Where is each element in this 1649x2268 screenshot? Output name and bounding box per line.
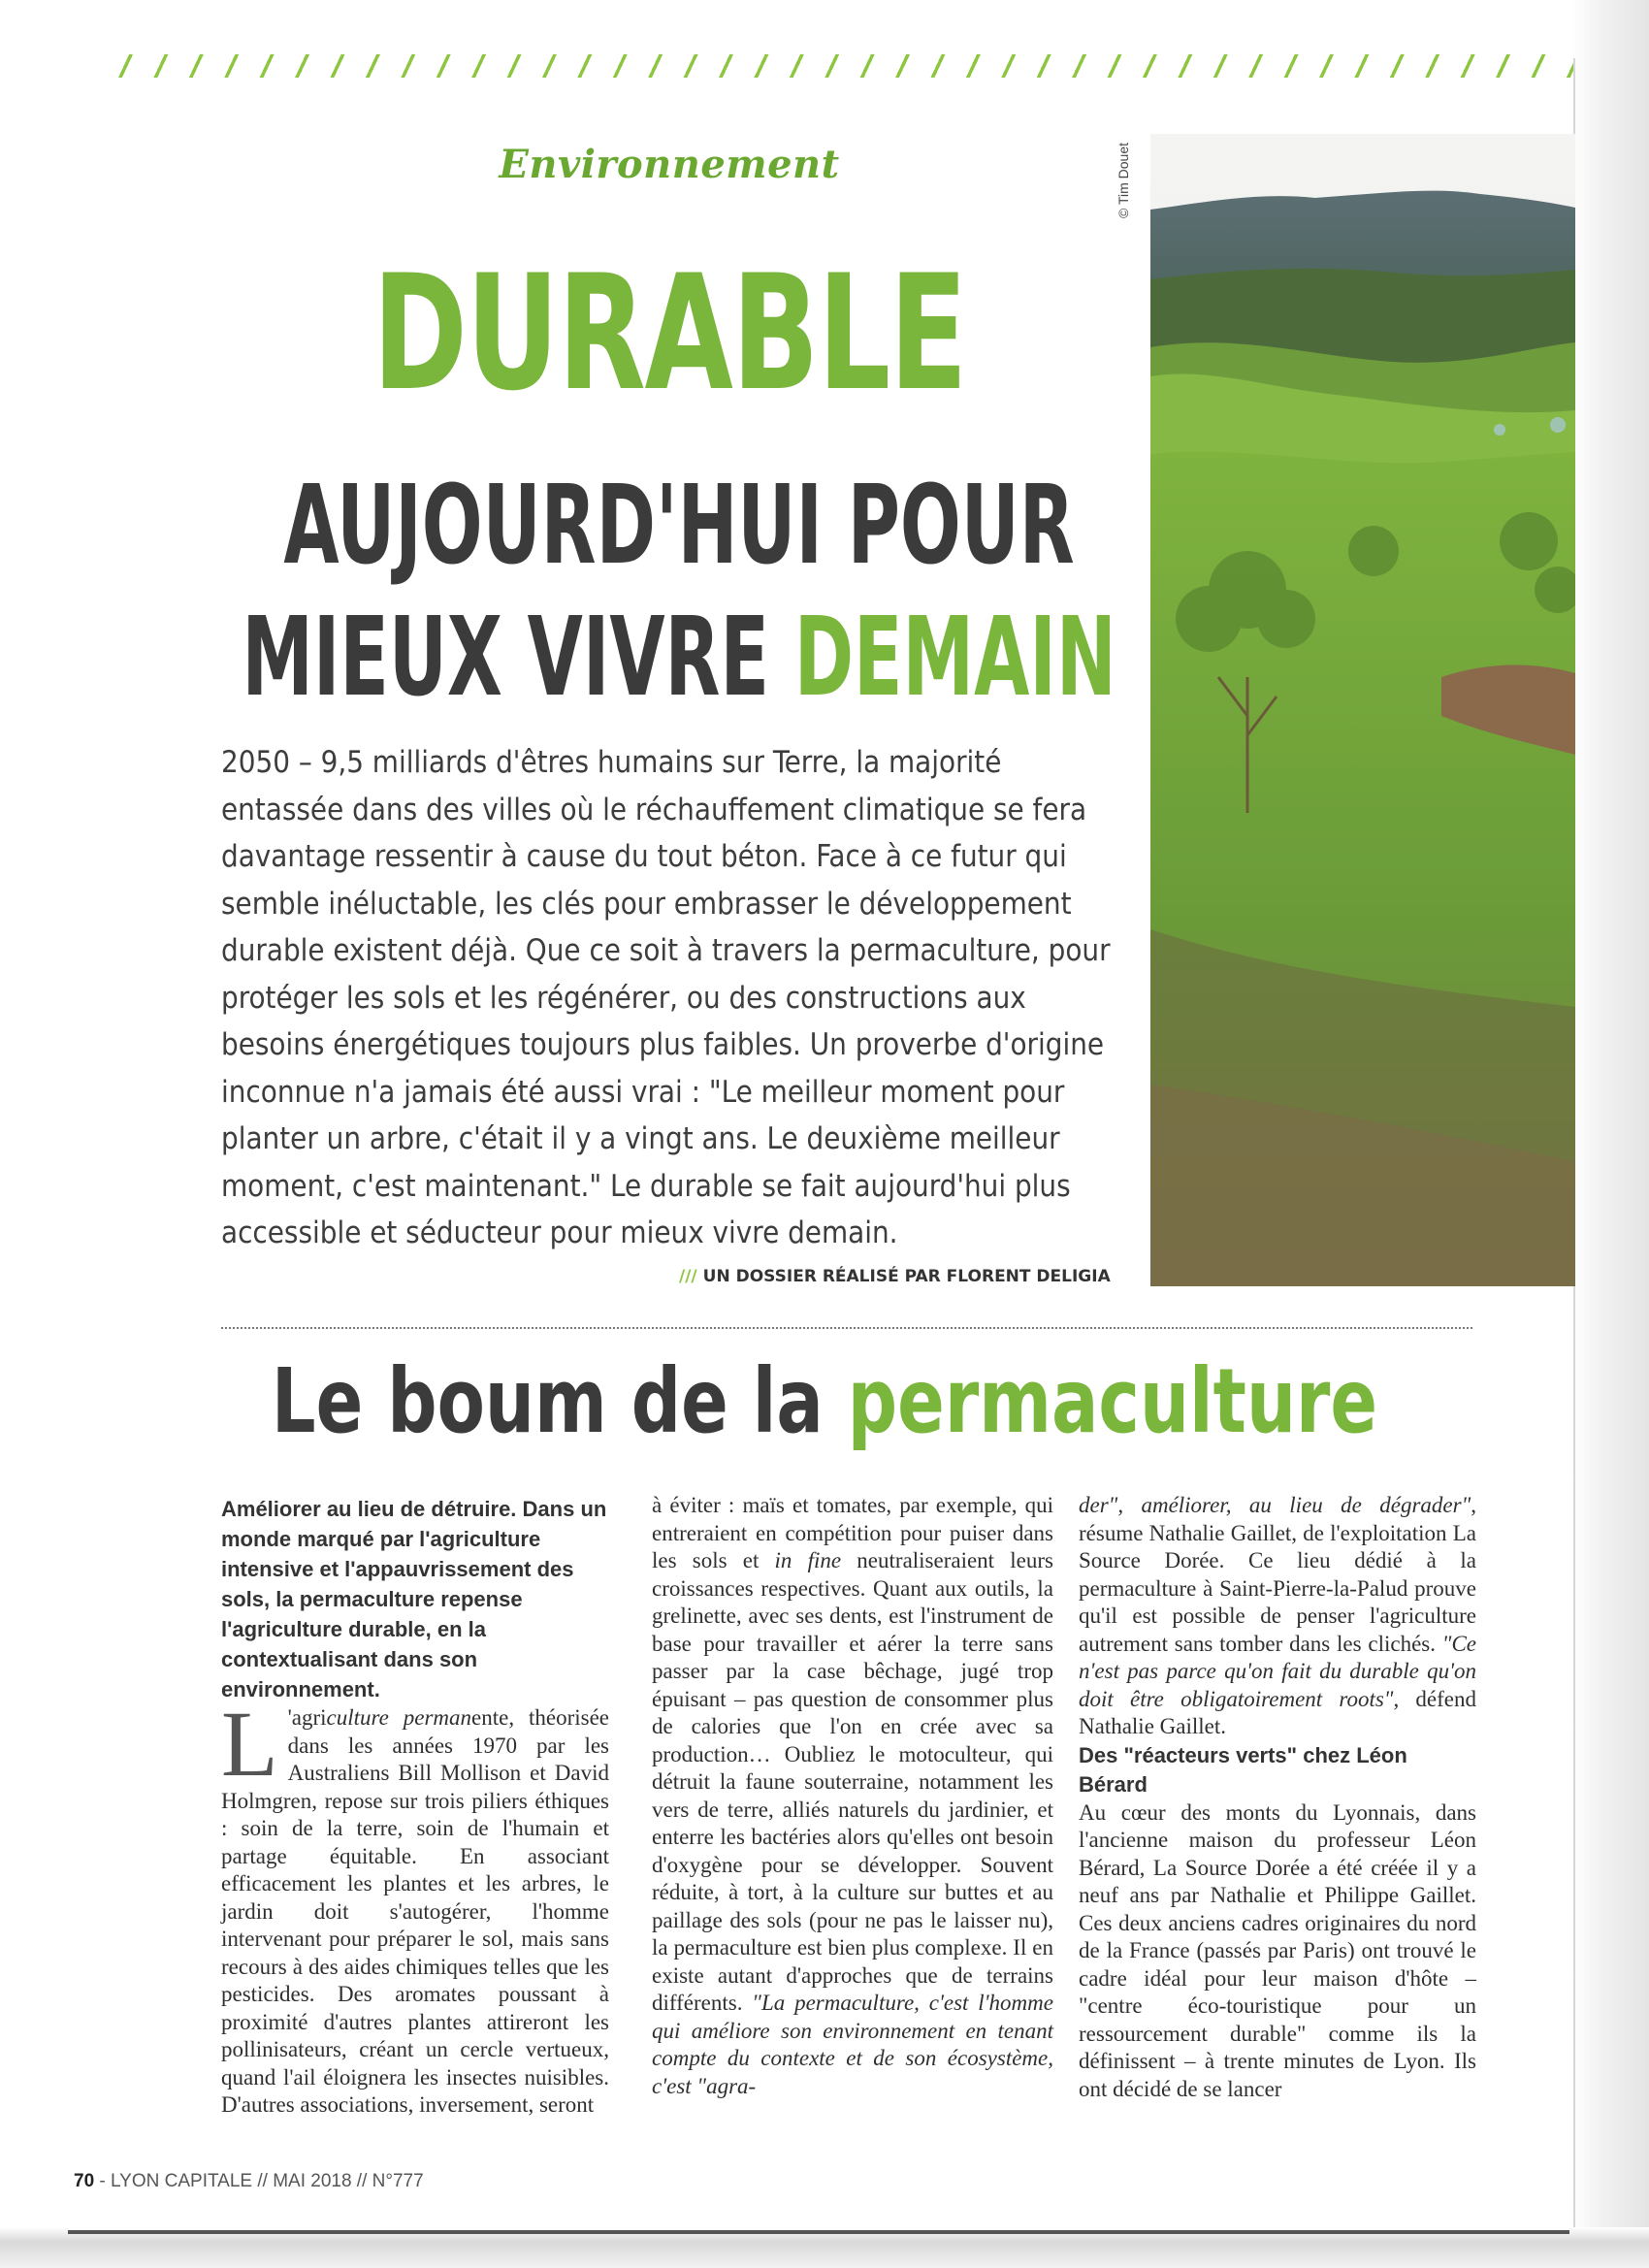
page-edge xyxy=(1571,0,1649,2268)
article-body-2-a: à éviter : maïs et tomates, par exemple, qui entreraient en compétition pour puiser dans les sols et xyxy=(652,1493,1053,1572)
article-body-1-a: 'agri xyxy=(287,1705,327,1730)
drop-cap: L xyxy=(221,1692,278,1796)
headline-line-2: AUJOURD'HUI POUR xyxy=(283,463,1075,589)
article-body-2-c: neutraliseraient leurs croissances respectives. Quant aux outils, la grelinette, avec ses dents, est l'instrument de base pour travailler et aérer la terre sans passer par la case bêchage, jugé trop épuisant – pas question de consommer plus de calories que l'on en crée avec sa production… Oubliez le motoculteur, qui détruit la faune souterraine, notamment les vers de terre, alliés naturels du jardinier, et enterre les bactéries alors qu'elles ont besoin d'oxygène pour se développer. Souvent réduite, à tort, à la culture sur buttes et au paillage des sols (pour ne pas le laisser nu), la permaculture est bien plus complexe. Il en existe autant d'approches que de terrains différents. xyxy=(652,1548,1053,2015)
article-column-2 xyxy=(652,1492,1053,2100)
article-body-3-b: , résume Nathalie Gaillet, de l'exploitation La Source Dorée. Ce lieu dédié à la permaculture à Saint-Pierre-la-Palud prouve qu'il est possible de penser l'agriculture autrement sans tomber dans les clichés. xyxy=(1079,1493,1476,1656)
headline-line-3-dark: MIEUX VIVRE xyxy=(242,595,794,721)
byline-marker: /// xyxy=(679,1267,697,1286)
article-body-1-b: culture perman xyxy=(326,1705,472,1730)
section-kicker: Environnement xyxy=(499,142,840,187)
article-body-3-a: der", améliorer, au lieu de dégrader" xyxy=(1079,1493,1471,1517)
decorative-hatch-band xyxy=(107,54,1573,78)
byline xyxy=(679,1267,1110,1286)
publication-info: - LYON CAPITALE // MAI 2018 // N°777 xyxy=(94,2171,424,2191)
article-body-3-e: Au cœur des monts du Lyonnais, dans l'ancienne maison du professeur Léon Bérard, La Source Dorée a été créée il y a neuf ans par Nathalie et Philippe Gaillet. Ces deux anciens cadres originaires du nord de la France (passés par Paris) ont trouvé le cadre idéal pour leur maison d'hôte – "centre éco-touristique pour un ressourcement durable" comme ils la définissent – à trente minutes de Lyon. Ils ont décidé de se lancer xyxy=(1079,1799,1476,2101)
article-body-3-c: "Ce n'est pas parce qu'on fait du durable qu'on doit être obligatoirement roots" xyxy=(1079,1631,1476,1711)
article-subhead: Des "réacteurs verts" chez Léon Bérard xyxy=(1079,1742,1407,1797)
dotted-divider xyxy=(221,1327,1472,1329)
landscape-photo xyxy=(1150,134,1575,1286)
headline-line-1: DURABLE xyxy=(372,241,967,426)
article-body-2 xyxy=(652,1492,1053,2100)
article-column-1 xyxy=(221,1494,609,2120)
section-title-green: permaculture xyxy=(847,1349,1378,1453)
headline-line-3-green: DEMAIN xyxy=(793,595,1116,721)
page-number: 70 xyxy=(74,2171,95,2191)
section-title-dark: Le boum de la xyxy=(271,1349,848,1453)
article-body-3-d: , défend Nathalie Gaillet. xyxy=(1079,1686,1476,1738)
article-lead: Améliorer au lieu de détruire. Dans un monde marqué par l'agriculture intensive et l'appauvrissement des sols, la permaculture repense l'agriculture durable, en la contextualisant dans son environnement. xyxy=(221,1497,607,1701)
page-footer xyxy=(74,2171,424,2192)
section-title xyxy=(181,1348,1468,1455)
photo-credit: © Tim Douet xyxy=(1116,142,1131,218)
byline-text: UN DOSSIER RÉALISÉ PAR FLORENT DELIGIA xyxy=(702,1267,1111,1286)
article-body-1-c: ente, théorisée dans les années 1970 par les Australiens Bill Mollison et David Holmgren, repose sur trois piliers éthiques : soin de la terre, soin de l'humain et partage équitable. En associant efficacement les plantes et les arbres, le jardin doit s'autogérer, l'homme intervenant pour préparer le sol, mais sans recours à des aides chimiques telles que les pesticides. Des aromates poussant à proximité d'autres plantes attireront les pollinisateurs, créant un cercle vertueux, quand l'ail éloignera les insectes nuisibles. D'autres associations, inversement, seront xyxy=(221,1705,609,2117)
article-body-1 xyxy=(221,1692,609,2120)
article-body-2-b: in fine xyxy=(774,1548,842,1572)
page-bottom-rule xyxy=(68,2230,1569,2234)
article-body-3 xyxy=(1079,1492,1476,1741)
article-body-2-d: "La permaculture, c'est l'homme qui améliore son environnement en tenant compte du contexte et de son écosystème, c'est "agra- xyxy=(652,1991,1053,2098)
headline-line-3 xyxy=(238,595,1121,721)
intro-paragraph: 2050 – 9,5 milliards d'êtres humains sur Terre, la majorité entassée dans des villes où le réchauffement climatique se fera davantage ressentir à cause du tout béton. Face à ce futur qui semble inéluctable, les clés pour embrasser le développement durable existent déjà. Que ce soit à travers la permaculture, pour protéger les sols et les régénérer, ou des constructions aux besoins énergétiques toujours plus faibles. Un proverbe d'origine inconnue n'a jamais été aussi vrai : "Le meilleur moment pour planter un arbre, c'était il y a vingt ans. Le deuxième meilleur moment, c'est maintenant." Le durable se fait aujourd'hui plus accessible et séducteur pour mieux vivre demain. xyxy=(221,745,1111,1250)
article-column-3 xyxy=(1079,1492,1476,2103)
landscape-photo-illustration xyxy=(1150,134,1575,1286)
